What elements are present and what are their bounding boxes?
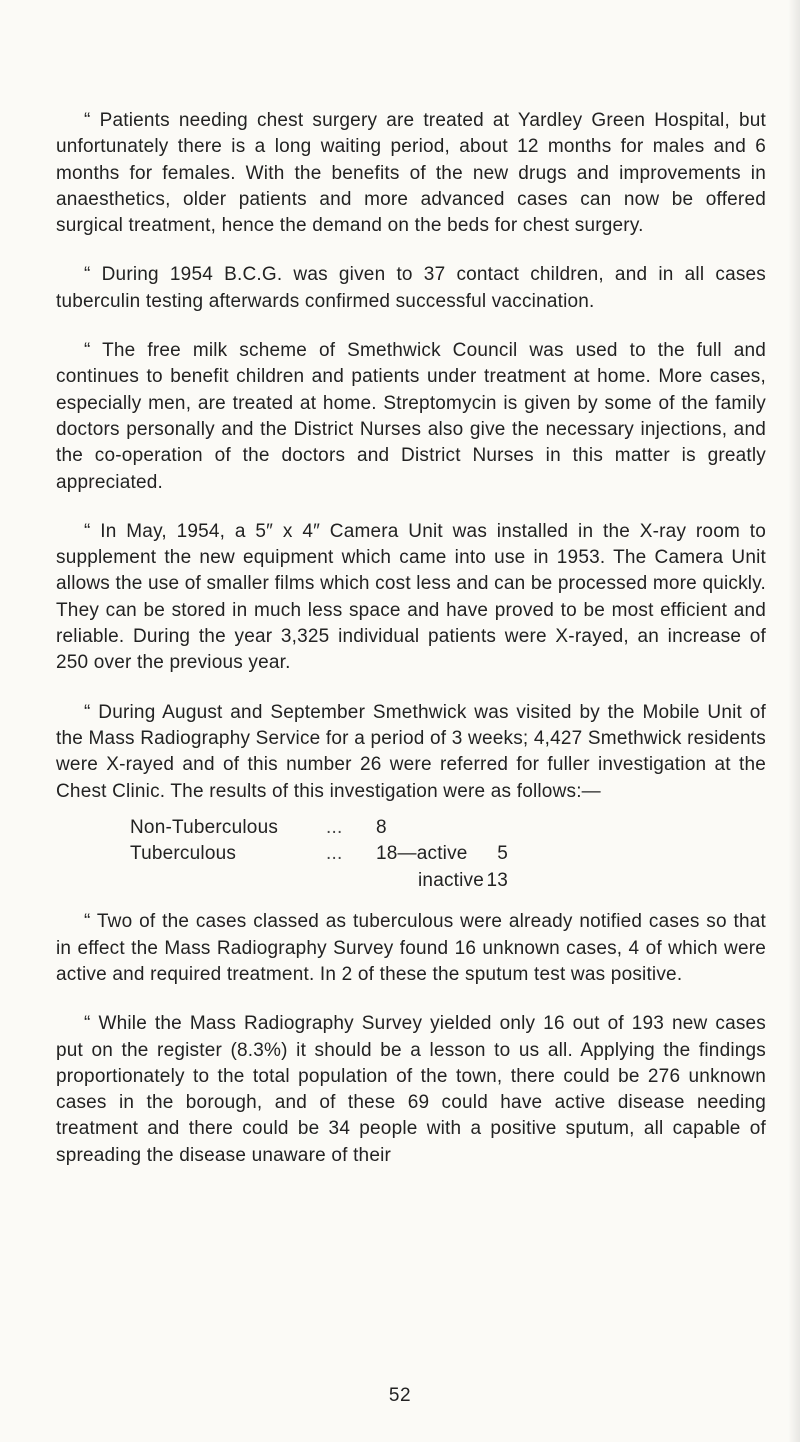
results-row <box>130 868 766 895</box>
results-row-value: 8 <box>376 816 387 838</box>
paragraph-free-milk: “ The free milk scheme of Smethwick Council was used to the full and continues to benefit children and patients under treatment at home. More cases, especially men, are treated at home. Streptomycin is given by some of the family doctors personally and the District Nurses also give the necessary injections, and the co-operation of the doctors and District Nurses in this matter is greatly appreciated. <box>56 340 766 493</box>
paragraph-chest-surgery: “ Patients needing chest surgery are treated at Yardley Green Hospital, but unfortunately there is a long waiting period, about 12 months for males and 6 months for females. With the benefits of the new drugs and improvements in anaesthetics, older patients and more advanced cases can now be offered surgical treatment, hence the demand on the beds for chest surgery. <box>56 110 766 237</box>
results-row-sub-label: inactive <box>418 869 485 891</box>
results-row <box>130 841 766 868</box>
paragraph-survey-findings: “ While the Mass Radiography Survey yielded only 16 out of 193 new cases put on the register (8.3%) it should be a lesson to us all. Applying the findings proportionately to the total population of the town, there could be 276 unknown cases in the borough, and of these 69 could have active disease needing treatment and there could be 34 people with a positive sputum, all capable of spreading the disease unaware of their <box>56 1013 766 1166</box>
investigation-results-table <box>56 815 766 895</box>
page-edge-shadow <box>788 0 800 1442</box>
results-row-sub-value: 13 <box>486 869 508 891</box>
paragraph-two-cases: “ Two of the cases classed as tuberculous were already notified cases so that in effect the Mass Radiography Survey found 16 unknown cases, 4 of which were active and required treatment. In 2 of these the sputum test was positive. <box>56 911 766 985</box>
results-row-leader-dots: ... <box>326 843 343 865</box>
results-row-leader-dots: ... <box>326 816 343 838</box>
results-row-label: Tuberculous <box>130 843 237 865</box>
results-row-value: 18—active <box>376 843 468 865</box>
page-number: 52 <box>388 1385 412 1406</box>
results-row-label: Non-Tuberculous <box>130 816 279 838</box>
paragraph-bcg: “ During 1954 B.C.G. was given to 37 contact children, and in all cases tuberculin testing afterwards confirmed successful vaccination. <box>56 264 766 312</box>
paragraph-camera-unit: “ In May, 1954, a 5″ x 4″ Camera Unit was installed in the X-ray room to supplement the new equipment which came into use in 1953. The Camera Unit allows the use of smaller films which cost less and can be processed more quickly. They can be stored in much less space and have proved to be most efficient and reliable. During the year 3,325 individual patients were X-rayed, an increase of 250 over the previous year. <box>56 520 766 674</box>
results-row <box>130 815 766 842</box>
body-text <box>56 108 766 1169</box>
results-row-sub-value: 5 <box>497 843 508 865</box>
paragraph-mass-radiography: “ During August and September Smethwick was visited by the Mobile Unit of the Mass Radiography Service for a period of 3 weeks; 4,427 Smethwick residents were X-rayed and of this number 26 were referred for fuller investigation at the Chest Clinic. The results of this investigation were as follows:— <box>56 701 766 802</box>
